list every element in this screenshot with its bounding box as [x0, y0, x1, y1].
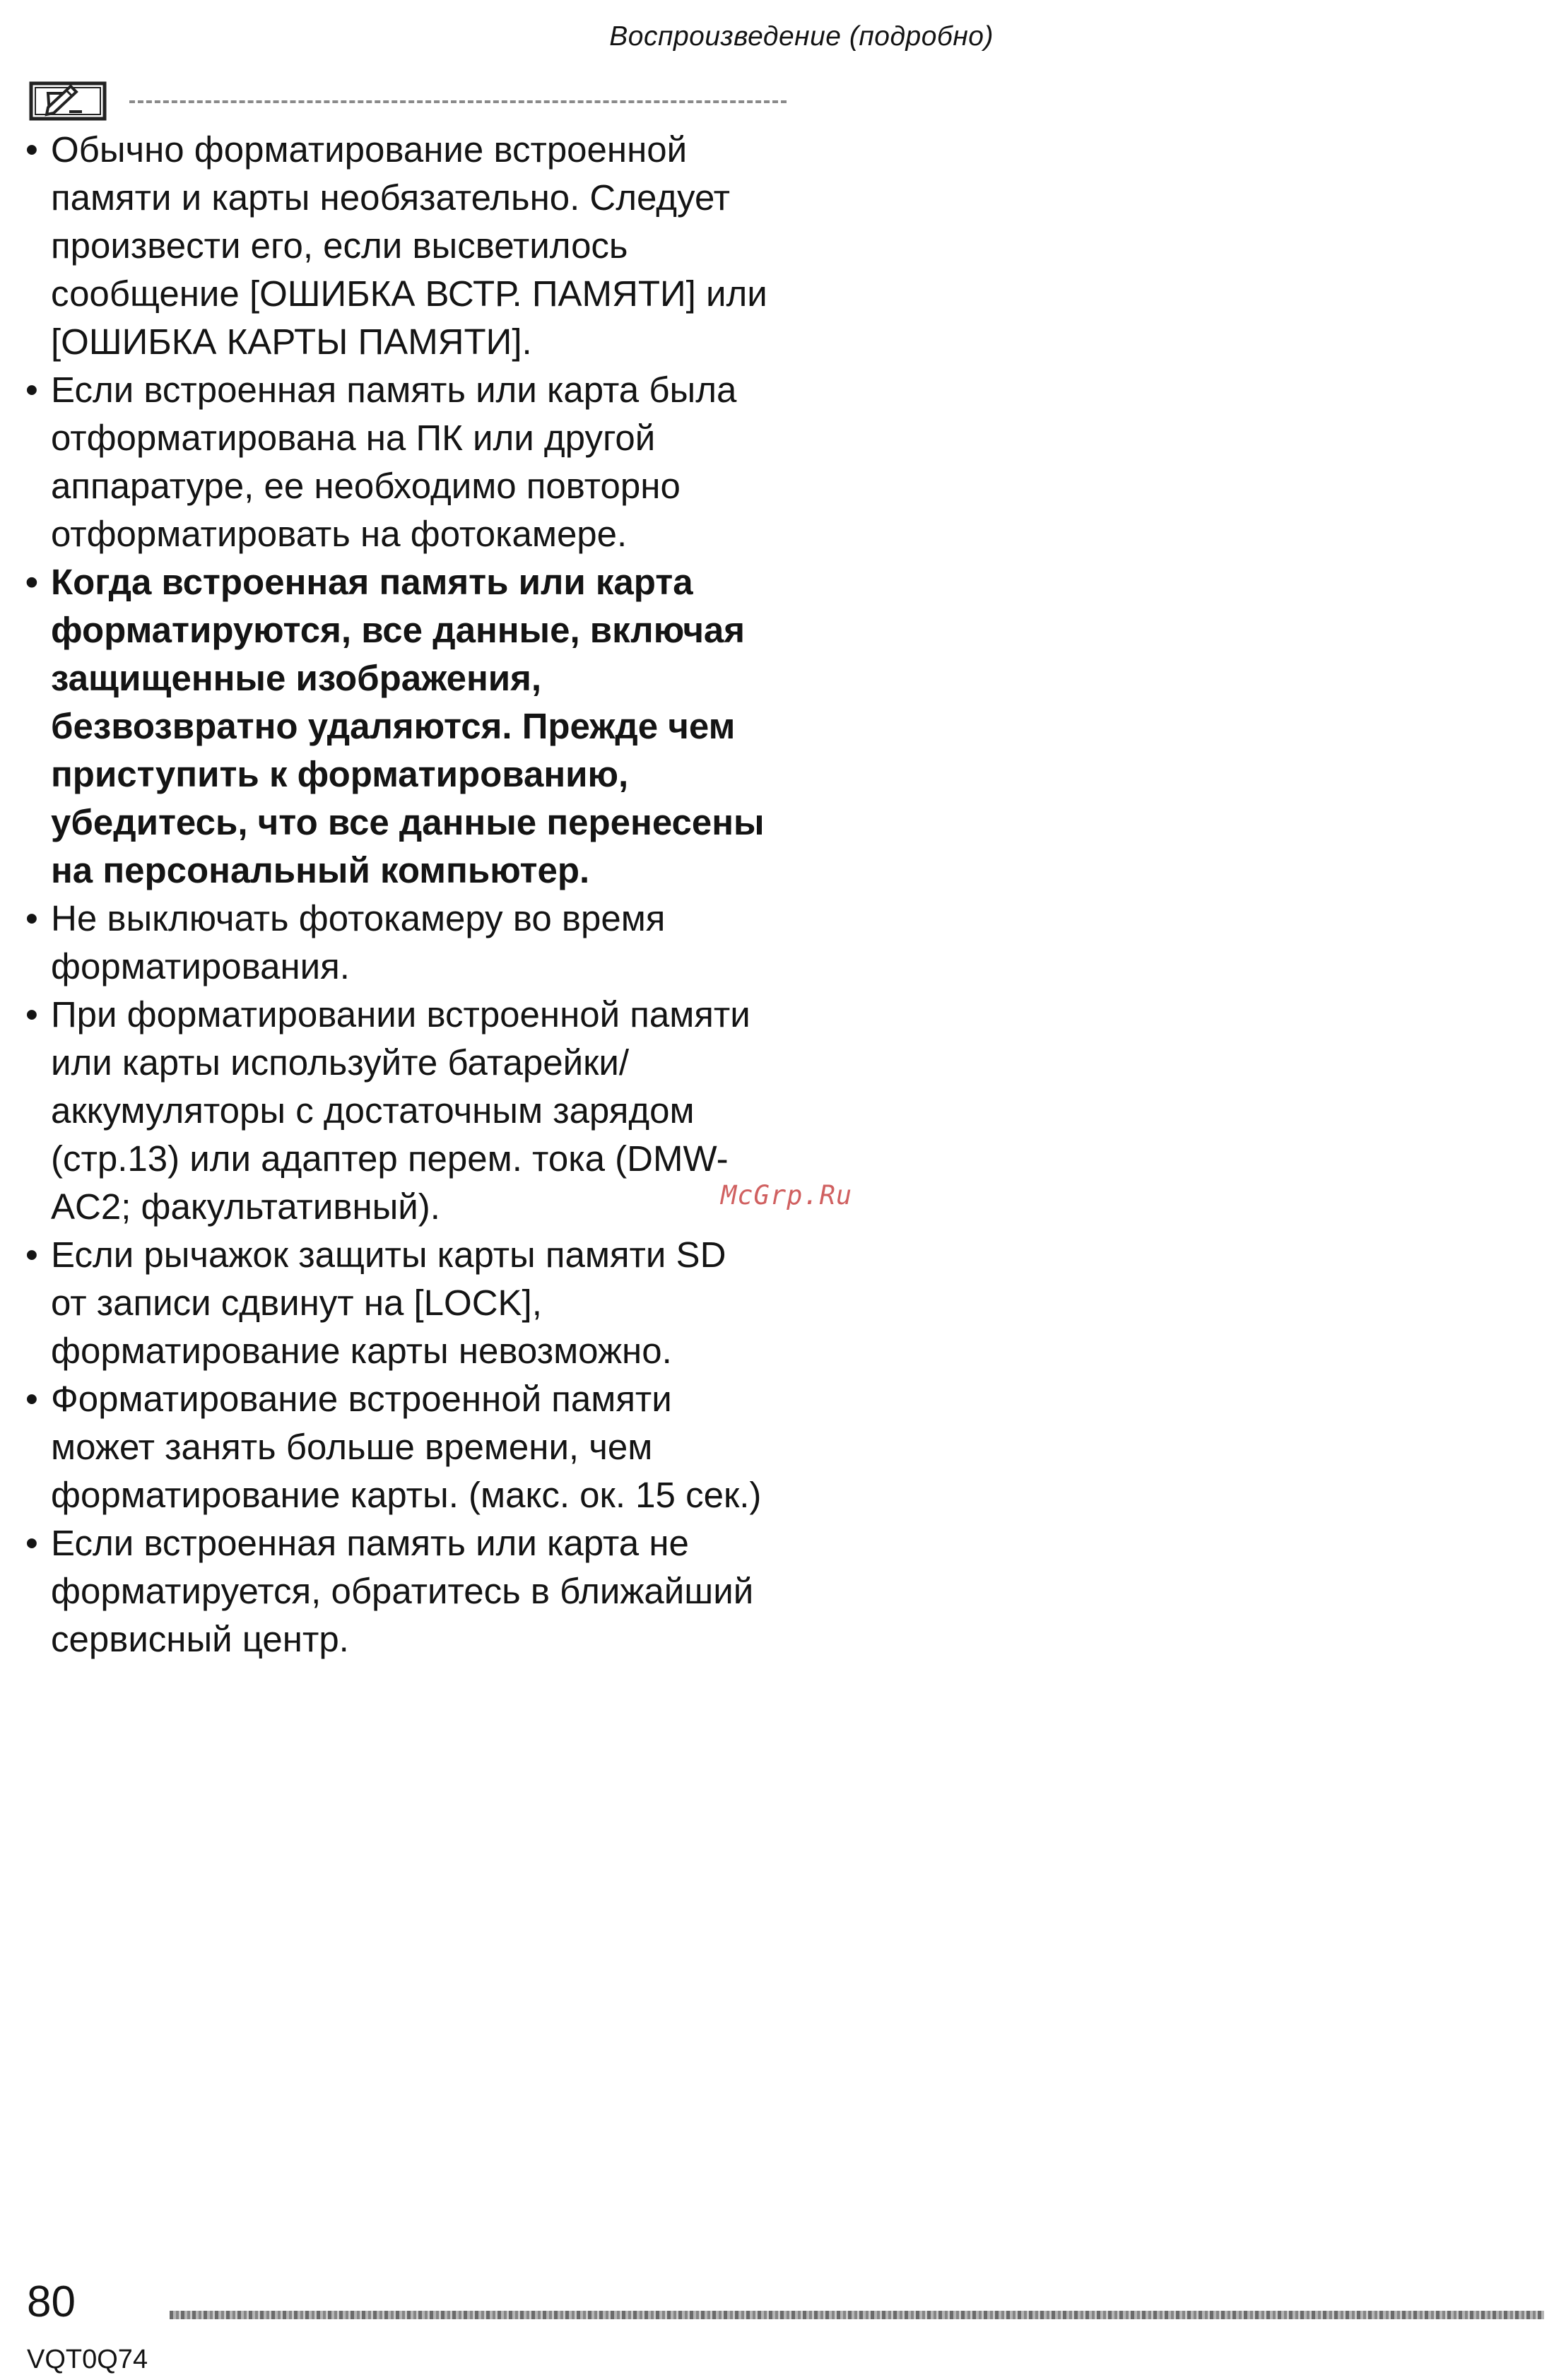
bullet-mark: • — [25, 1379, 38, 1419]
note-pencil-icon — [27, 79, 112, 123]
note-text: Не выключать фотокамеру во время форматирования. — [51, 898, 666, 986]
note-item — [25, 1375, 767, 1519]
bullet-mark: • — [25, 994, 38, 1035]
note-item — [25, 1519, 767, 1663]
note-item — [25, 991, 767, 1231]
memo-header — [27, 76, 762, 126]
note-item-warning — [25, 558, 767, 895]
note-text: Форматирование встроенной памяти может занять больше времени, чем форматирование карты. (макс. ок. 15 сек.) — [51, 1379, 762, 1515]
watermark: McGrp.Ru — [721, 1180, 853, 1210]
notes-list — [25, 126, 767, 1663]
memo-divider — [129, 100, 787, 103]
note-text: При форматировании встроенной памяти или карты используйте батарейки/аккумуляторы с достаточным зарядом (стр.13) или адаптер перем. тока (DMW-AC2; факультативный). — [51, 994, 750, 1227]
bullet-mark: • — [25, 898, 38, 938]
bullet-mark: • — [25, 1235, 38, 1275]
bullet-mark: • — [25, 562, 38, 602]
note-item — [25, 895, 767, 991]
note-text: Если встроенная память или карта была отформатирована на ПК или другой аппаратуре, ее необходимо повторно отформатировать на фотокамере. — [51, 370, 737, 554]
page-header-title: Воспроизведение (подробно) — [609, 21, 994, 52]
note-text: Если рычажок защиты карты памяти SD от записи сдвинут на [LOCK], форматирование карты невозможно. — [51, 1235, 726, 1371]
note-text: Обычно форматирование встроенной памяти и карты необязательно. Следует произвести его, если высветилось сообщение [ОШИБКА ВСТР. ПАМЯТИ] или [ОШИБКА КАРТЫ ПАМЯТИ]. — [51, 129, 767, 362]
model-code: VQT0Q74 — [27, 2345, 148, 2374]
bullet-mark: • — [25, 129, 38, 170]
note-item — [25, 366, 767, 558]
page-number: 80 — [27, 2278, 76, 2326]
note-text: Когда встроенная память или карта форматируются, все данные, включая защищенные изображения, безвозвратно удаляются. Прежде чем приступить к форматированию, убедитесь, что все данные перенесены на персональный компьютер. — [51, 562, 765, 890]
bullet-mark: • — [25, 370, 38, 410]
note-text: Если встроенная память или карта не форматируется, обратитесь в ближайший сервисный центр. — [51, 1523, 754, 1659]
note-item — [25, 1231, 767, 1375]
footer-rule — [170, 2311, 1544, 2319]
note-item — [25, 126, 767, 366]
bullet-mark: • — [25, 1523, 38, 1563]
